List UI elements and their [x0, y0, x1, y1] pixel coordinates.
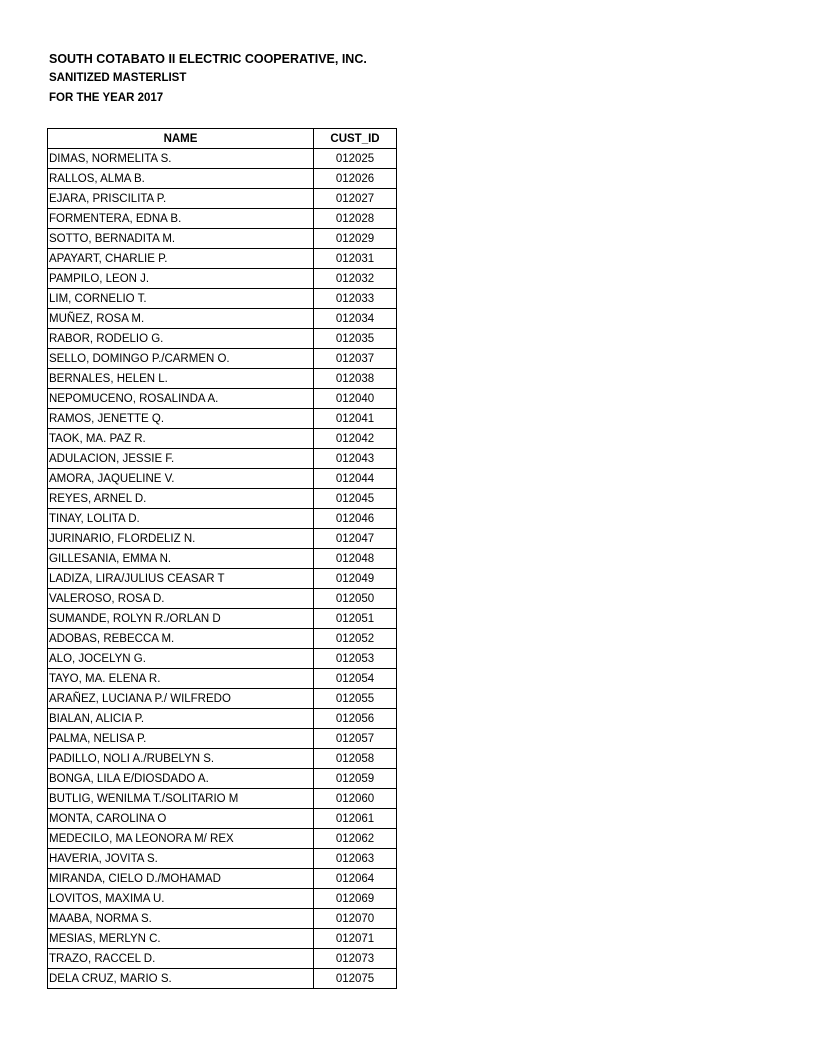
table-row	[48, 149, 397, 169]
customer-id-cell: 012037	[314, 349, 397, 369]
customer-name-cell: VALEROSO, ROSA D.	[48, 589, 314, 609]
table-row	[48, 289, 397, 309]
table-header	[48, 129, 397, 149]
customer-id-cell: 012031	[314, 249, 397, 269]
customer-id-cell: 012047	[314, 529, 397, 549]
customer-name-cell: TINAY, LOLITA D.	[48, 509, 314, 529]
customer-name-cell: JURINARIO, FLORDELIZ N.	[48, 529, 314, 549]
customer-id-cell: 012049	[314, 569, 397, 589]
customer-name-cell: TRAZO, RACCEL D.	[48, 949, 314, 969]
customer-name-cell: APAYART, CHARLIE P.	[48, 249, 314, 269]
customer-id-cell: 012054	[314, 669, 397, 689]
customer-name-cell: MUÑEZ, ROSA M.	[48, 309, 314, 329]
table-row	[48, 669, 397, 689]
customer-id-cell: 012059	[314, 769, 397, 789]
customer-name-cell: ARAÑEZ, LUCIANA P./ WILFREDO	[48, 689, 314, 709]
table-row	[48, 969, 397, 989]
customer-id-cell: 012057	[314, 729, 397, 749]
table-row	[48, 929, 397, 949]
customer-id-cell: 012033	[314, 289, 397, 309]
table-row	[48, 709, 397, 729]
customer-id-cell: 012060	[314, 789, 397, 809]
customer-name-cell: AMORA, JAQUELINE V.	[48, 469, 314, 489]
table-row	[48, 369, 397, 389]
customer-name-cell: MESIAS, MERLYN C.	[48, 929, 314, 949]
table-row	[48, 889, 397, 909]
list-title: SANITIZED MASTERLIST	[49, 72, 187, 84]
table-row	[48, 569, 397, 589]
customer-id-cell: 012050	[314, 589, 397, 609]
customer-name-cell: BONGA, LILA E/DIOSDADO A.	[48, 769, 314, 789]
customer-id-cell: 012051	[314, 609, 397, 629]
customer-id-cell: 012053	[314, 649, 397, 669]
customer-name-cell: GILLESANIA, EMMA N.	[48, 549, 314, 569]
table-row	[48, 389, 397, 409]
column-header-cust-id: CUST_ID	[314, 129, 397, 149]
customer-id-cell: 012064	[314, 869, 397, 889]
customer-id-cell: 012035	[314, 329, 397, 349]
customer-id-cell: 012027	[314, 189, 397, 209]
customer-name-cell: HAVERIA, JOVITA S.	[48, 849, 314, 869]
table-row	[48, 329, 397, 349]
customer-name-cell: PADILLO, NOLI A./RUBELYN S.	[48, 749, 314, 769]
customer-name-cell: PAMPILO, LEON J.	[48, 269, 314, 289]
table-row	[48, 429, 397, 449]
table-row	[48, 849, 397, 869]
organization-name: SOUTH COTABATO II ELECTRIC COOPERATIVE, INC.	[49, 52, 367, 66]
table-body	[48, 149, 397, 989]
customer-id-cell: 012056	[314, 709, 397, 729]
customer-name-cell: MONTA, CAROLINA O	[48, 809, 314, 829]
customer-id-cell: 012069	[314, 889, 397, 909]
customer-id-cell: 012040	[314, 389, 397, 409]
customer-name-cell: MAABA, NORMA S.	[48, 909, 314, 929]
table-row	[48, 409, 397, 429]
table-row	[48, 769, 397, 789]
customer-name-cell: TAYO, MA. ELENA R.	[48, 669, 314, 689]
column-header-name: NAME	[48, 129, 314, 149]
customer-name-cell: RABOR, RODELIO G.	[48, 329, 314, 349]
customer-name-cell: MIRANDA, CIELO D./MOHAMAD	[48, 869, 314, 889]
customer-id-cell: 012073	[314, 949, 397, 969]
customer-id-cell: 012075	[314, 969, 397, 989]
customer-name-cell: PALMA, NELISA P.	[48, 729, 314, 749]
customer-name-cell: SUMANDE, ROLYN R./ORLAN D	[48, 609, 314, 629]
table-row	[48, 949, 397, 969]
customer-name-cell: LOVITOS, MAXIMA U.	[48, 889, 314, 909]
customer-name-cell: RALLOS, ALMA B.	[48, 169, 314, 189]
customer-name-cell: MEDECILO, MA LEONORA M/ REX	[48, 829, 314, 849]
customer-id-cell: 012045	[314, 489, 397, 509]
customer-name-cell: ALO, JOCELYN G.	[48, 649, 314, 669]
customer-name-cell: LADIZA, LIRA/JULIUS CEASAR T	[48, 569, 314, 589]
table-row	[48, 469, 397, 489]
customer-id-cell: 012041	[314, 409, 397, 429]
table-row	[48, 609, 397, 629]
customer-id-cell: 012062	[314, 829, 397, 849]
table-row	[48, 689, 397, 709]
customer-name-cell: FORMENTERA, EDNA B.	[48, 209, 314, 229]
document-header	[49, 50, 367, 108]
customer-name-cell: NEPOMUCENO, ROSALINDA A.	[48, 389, 314, 409]
table-row	[48, 809, 397, 829]
customer-name-cell: EJARA, PRISCILITA P.	[48, 189, 314, 209]
masterlist-table	[47, 128, 397, 989]
table-row	[48, 529, 397, 549]
customer-name-cell: DELA CRUZ, MARIO S.	[48, 969, 314, 989]
customer-id-cell: 012029	[314, 229, 397, 249]
customer-id-cell: 012034	[314, 309, 397, 329]
table-row	[48, 629, 397, 649]
customer-id-cell: 012042	[314, 429, 397, 449]
table-row	[48, 229, 397, 249]
customer-id-cell: 012043	[314, 449, 397, 469]
customer-name-cell: LIM, CORNELIO T.	[48, 289, 314, 309]
customer-name-cell: DIMAS, NORMELITA S.	[48, 149, 314, 169]
table-row	[48, 349, 397, 369]
customer-id-cell: 012071	[314, 929, 397, 949]
table-row	[48, 489, 397, 509]
customer-id-cell: 012058	[314, 749, 397, 769]
customer-id-cell: 012044	[314, 469, 397, 489]
customer-name-cell: ADOBAS, REBECCA M.	[48, 629, 314, 649]
customer-id-cell: 012052	[314, 629, 397, 649]
table-row	[48, 209, 397, 229]
customer-name-cell: SOTTO, BERNADITA M.	[48, 229, 314, 249]
customer-id-cell: 012025	[314, 149, 397, 169]
table-row	[48, 249, 397, 269]
customer-id-cell: 012026	[314, 169, 397, 189]
table-row	[48, 789, 397, 809]
customer-id-cell: 012055	[314, 689, 397, 709]
customer-name-cell: SELLO, DOMINGO P./CARMEN O.	[48, 349, 314, 369]
header-row	[48, 129, 397, 149]
table-row	[48, 509, 397, 529]
customer-name-cell: REYES, ARNEL D.	[48, 489, 314, 509]
customer-name-cell: BUTLIG, WENILMA T./SOLITARIO M	[48, 789, 314, 809]
customer-name-cell: TAOK, MA. PAZ R.	[48, 429, 314, 449]
customer-id-cell: 012032	[314, 269, 397, 289]
customer-id-cell: 012063	[314, 849, 397, 869]
table-row	[48, 649, 397, 669]
table-row	[48, 749, 397, 769]
table-row	[48, 309, 397, 329]
table-row	[48, 449, 397, 469]
customer-name-cell: RAMOS, JENETTE Q.	[48, 409, 314, 429]
table-row	[48, 729, 397, 749]
table-row	[48, 869, 397, 889]
table-row	[48, 169, 397, 189]
customer-name-cell: ADULACION, JESSIE F.	[48, 449, 314, 469]
customer-id-cell: 012070	[314, 909, 397, 929]
customer-name-cell: BIALAN, ALICIA P.	[48, 709, 314, 729]
year-line: FOR THE YEAR 2017	[49, 92, 164, 104]
customer-id-cell: 012046	[314, 509, 397, 529]
table-row	[48, 269, 397, 289]
table-row	[48, 549, 397, 569]
customer-id-cell: 012028	[314, 209, 397, 229]
table-row	[48, 909, 397, 929]
customer-id-cell: 012061	[314, 809, 397, 829]
table-row	[48, 189, 397, 209]
customer-name-cell: BERNALES, HELEN L.	[48, 369, 314, 389]
table-row	[48, 589, 397, 609]
customer-id-cell: 012048	[314, 549, 397, 569]
table-row	[48, 829, 397, 849]
customer-id-cell: 012038	[314, 369, 397, 389]
